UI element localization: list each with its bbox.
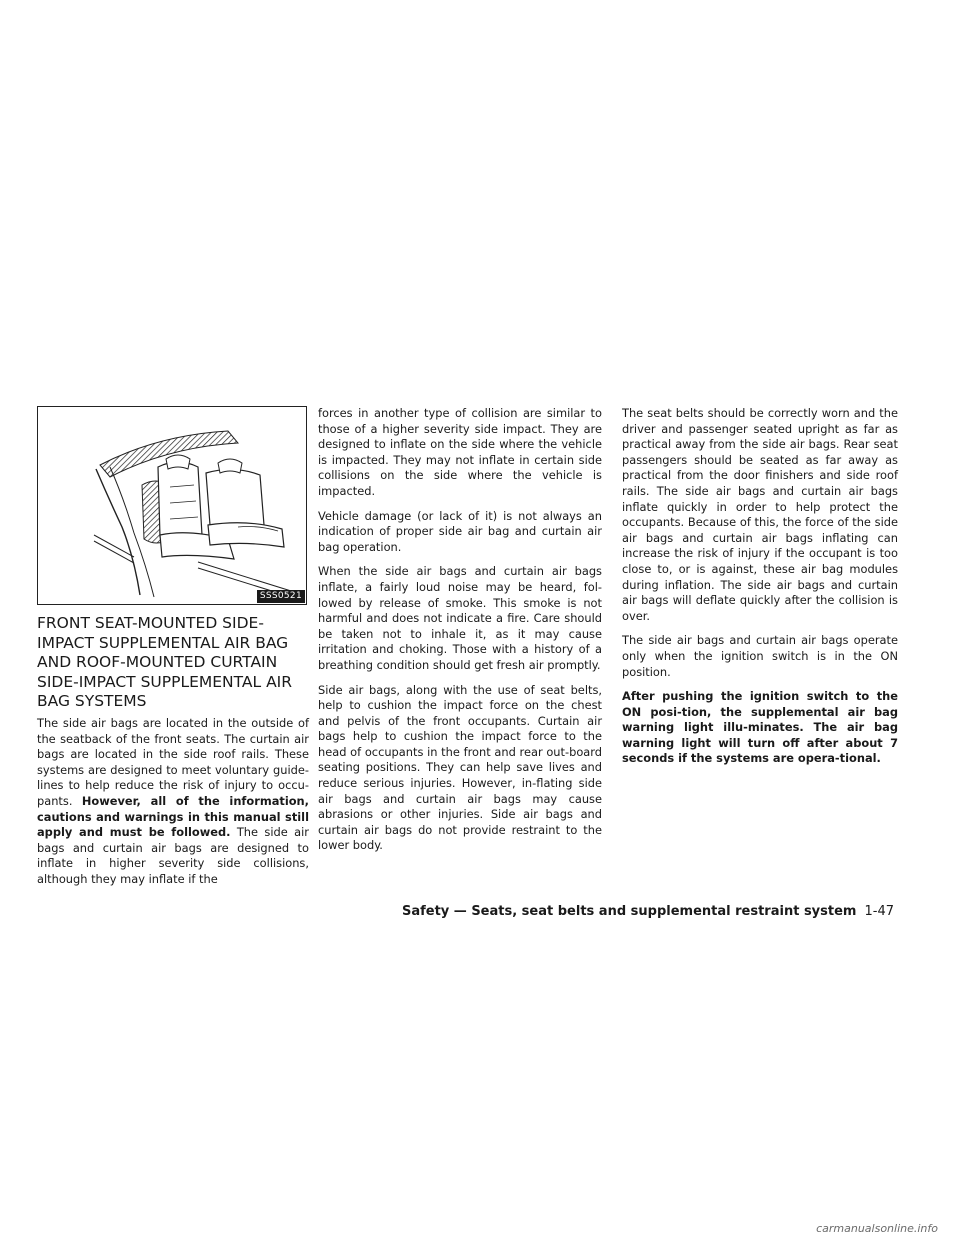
seat-side-airbag-icon bbox=[38, 407, 306, 604]
paragraph: The side air bags and curtain air bags operate only when the ignition switch is in the ON position. bbox=[622, 633, 898, 679]
warning-text: However, all of the information, cautions and warnings in this manual still apply and must be followed. bbox=[37, 793, 309, 840]
paragraph bbox=[622, 689, 898, 767]
paragraph: The seat belts should be correctly worn and the driver and passenger seated upright as far as practical away from the side air bags. Rear seat passengers should be seated as far away as practical from the door finishers and side roof rails. The side air bags and curtain air bags inflate quickly in order to help protect the occupants. Because of this, the force of the side air bags and curtain air bags inflating can increase the risk of injury if the occupant is too close to, or is against, these air bag modules during inflation. The side air bags and curtain air bags will deflate quickly after the collision is over. bbox=[622, 406, 898, 623]
footer-section: Safety — Seats, seat belts and supplemental restraint system bbox=[401, 904, 857, 919]
figure-code: SSS0521 bbox=[257, 590, 305, 603]
column-2 bbox=[318, 406, 602, 863]
paragraph: Vehicle damage (or lack of it) is not always an indication of proper side air bag and curtain air bag operation. bbox=[318, 508, 602, 554]
page-footer bbox=[402, 904, 894, 919]
paragraph bbox=[37, 716, 309, 888]
column-3 bbox=[622, 406, 898, 776]
text: The side air bags are located in the outside of the seatback of the front seats. The curtain air bags are located in the side roof rails. These systems are designed to meet voluntary guide-lines to help reduce the risk of injury to occu-pants. bbox=[37, 716, 309, 808]
watermark: carmanualsonline.info bbox=[816, 1222, 938, 1235]
warning-text: After pushing the ignition switch to the ON posi-tion, the supplemental air bag warning light illu-minates. The air bag warning light will turn off after about 7 seconds if the systems are opera-tional. bbox=[622, 689, 898, 766]
column-1 bbox=[37, 716, 309, 897]
airbag-illustration bbox=[37, 406, 307, 605]
section-heading: FRONT SEAT-MOUNTED SIDE-IMPACT SUPPLEMENTAL AIR BAG AND ROOF-MOUNTED CURTAIN SIDE-IMPACT SUPPLEMENTAL AIR BAG SYSTEMS bbox=[37, 614, 293, 710]
paragraph: Side air bags, along with the use of seat belts, help to cushion the impact force on the chest and pelvis of the front occupants. Curtain air bags help to cushion the impact force to the head of occupants in the front and rear out-board seating positions. They can help save lives and reduce serious injuries. However, in-flating side air bags and curtain air bags may cause abrasions or other injuries. Side air bags and curtain air bags do not provide restraint to the lower body. bbox=[318, 682, 602, 853]
paragraph: forces in another type of collision are similar to those of a higher severity side impact. They are designed to inflate on the side where the vehicle is impacted. They may not inflate in certain side collisions on the side where the vehicle is impacted. bbox=[318, 406, 602, 498]
text: The side air bags and curtain air bags are designed to inflate in higher severity side collisions, although they may inflate if the bbox=[37, 825, 309, 886]
paragraph: When the side air bags and curtain air bags inflate, a fairly loud noise may be heard, fol-lowed by release of smoke. This smoke is not harmful and does not indicate a fire. Care should be taken not to inhale it, as it may cause irritation and choking. Those with a history of a breathing condition should get fresh air promptly. bbox=[318, 564, 602, 672]
page-number: 1-47 bbox=[864, 904, 894, 919]
